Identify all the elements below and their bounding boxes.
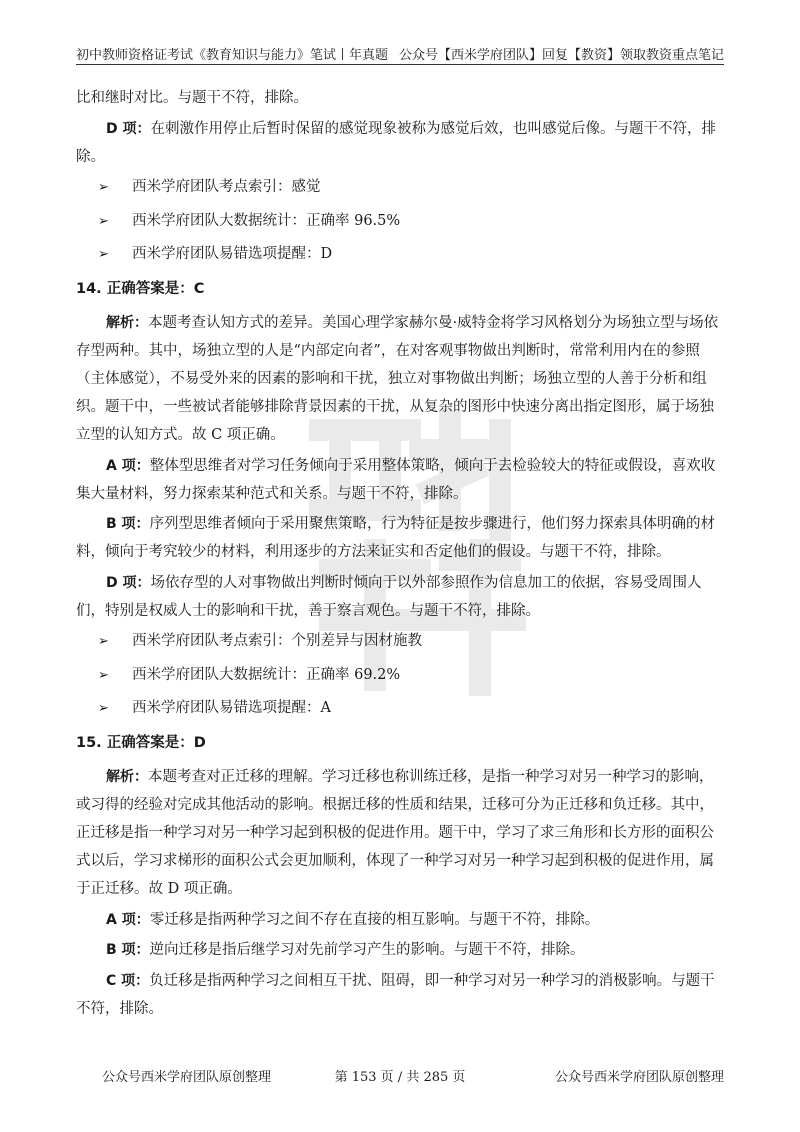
bullet-text: 西米学府团队考点索引：个别差异与因材施教 (132, 633, 422, 649)
bullet-text: 西米学府团队易错选项提醒：A (132, 700, 331, 716)
option-a-text: 整体型思维者对学习任务倾向于采用整体策略，倾向于去检验较大的特征或假设，喜欢收集大量材料，努力探索某种范式和关系。与题干不符，排除。 (76, 457, 716, 502)
footer-left-text: 公众号西米学府团队原创整理 (102, 1070, 272, 1085)
option-b-text: 序列型思维者倾向于采用聚焦策略，行为特征是按步骤进行，他们努力探索具体明确的材料，倾向于考究较少的材料，利用逐步的方法来证实和否定他们的假设。与题干不符，排除。 (76, 516, 716, 560)
page-header (76, 40, 724, 65)
arrowhead-bullet-icon: ➢ (98, 701, 109, 716)
bullet-text: 西米学府团队考点索引：感觉 (132, 179, 321, 195)
header-right-text: 公众号【西米学府团队】回复【教资】领取教资重点笔记 (398, 48, 724, 63)
option-d-label: D 项： (106, 120, 151, 137)
option-d-explanation (76, 115, 724, 171)
page-content (76, 84, 724, 1025)
q15-option-a (76, 906, 724, 934)
q14-option-b (76, 510, 724, 566)
q15-option-c (76, 967, 724, 1023)
option-b-label: B 项： (106, 942, 150, 958)
question-14-answer-heading: 14. 正确答案是：C (76, 281, 205, 297)
analysis-text: 本题考查认知方式的差异。美国心理学家赫尔曼·威特金将学习风格划分为场独立型与场依存型两种。其中，场独立型的人是“内部定向者”，在对客观事物做出判断时，常常利用内在的参照（主体感觉），不易受外来的因素的影响和干扰，独立对事物做出判断；场独立型的人善于分析和组织。题干中，一些被试者能够排除背景因素的干扰，从复杂的图形中快速分离出指定图形，属于场独立型的认知方式。故 C 项正确。 (76, 315, 719, 443)
option-d-text: 在刺激作用停止后暂时保留的感觉现象被称为感觉后效，也叫感觉后像。与题干不符，排除。 (76, 120, 716, 165)
q14-analysis (76, 309, 724, 449)
option-a-text: 零迁移是指两种学习之间不存在直接的相互影响。与题干不符，排除。 (149, 911, 600, 928)
bullet-item (76, 173, 724, 202)
bullet-item (76, 627, 724, 656)
analysis-label: 解析： (106, 315, 148, 331)
bullet-item (76, 240, 724, 269)
bullet-item (76, 694, 724, 723)
analysis-label: 解析： (106, 769, 148, 785)
option-b-label: B 项： (106, 516, 150, 532)
option-a-label: A 项： (106, 457, 150, 474)
arrowhead-bullet-icon: ➢ (98, 213, 109, 229)
question-15-answer-heading: 15. 正确答案是：D (76, 735, 206, 751)
option-d-text: 场依存型的人对事物做出判断时倾向于以外部参照作为信息加工的依据，容易受周围人们，特别是权威人士的影响和干扰，善于察言观色。与题干不符，排除。 (76, 574, 702, 619)
header-left-text: 初中教师资格证考试《教育知识与能力》笔试丨年真题 (76, 48, 389, 63)
continuation-line: 比和继时对比。与题干不符，排除。 (76, 90, 308, 106)
analysis-text: 本题考查对正迁移的理解。学习迁移也称训练迁移，是指一种学习对另一种学习的影响，或习得的经验对完成其他活动的影响。根据迁移的性质和结果，迁移可分为正迁移和负迁移。其中，正迁移是指一种学习对另一种学习起到积极的促进作用。题干中，学习了求三角形和长方形的面积公式以后，学习求梯形的面积公式会更加顺利，体现了一种学习对另一种学习起到积极的促进作用，属于正迁移。故 D 项正确。 (76, 769, 714, 897)
q15-option-b (76, 936, 724, 964)
arrowhead-bullet-icon: ➢ (98, 180, 109, 195)
footer-right-text: 公众号西米学府团队原创整理 (554, 1070, 724, 1085)
bullet-text: 西米学府团队易错选项提醒：D (132, 246, 333, 262)
bullet-item (76, 207, 724, 236)
option-b-text: 逆向迁移是指后继学习对先前学习产生的影响。与题干不符，排除。 (149, 942, 585, 958)
q15-analysis (76, 763, 724, 903)
page-number: 第 153 页 / 共 285 页 (334, 1070, 466, 1085)
bullet-item (76, 661, 724, 690)
arrowhead-bullet-icon: ➢ (98, 247, 109, 262)
option-c-text: 负迁移是指两种学习之间相互干扰、阻碍，即一种学习对另一种学习的消极影响。与题干不符，排除。 (76, 972, 715, 1017)
option-d-label: D 项： (106, 574, 151, 591)
bullet-text: 西米学府团队大数据统计：正确率 96.5% (132, 212, 401, 229)
q14-option-d (76, 569, 724, 625)
arrowhead-bullet-icon: ➢ (98, 667, 109, 683)
bullet-text: 西米学府团队大数据统计：正确率 69.2% (132, 666, 401, 683)
option-a-label: A 项： (106, 911, 150, 928)
option-c-label: C 项： (106, 972, 150, 989)
q14-option-a (76, 452, 724, 508)
arrowhead-bullet-icon: ➢ (98, 634, 109, 649)
